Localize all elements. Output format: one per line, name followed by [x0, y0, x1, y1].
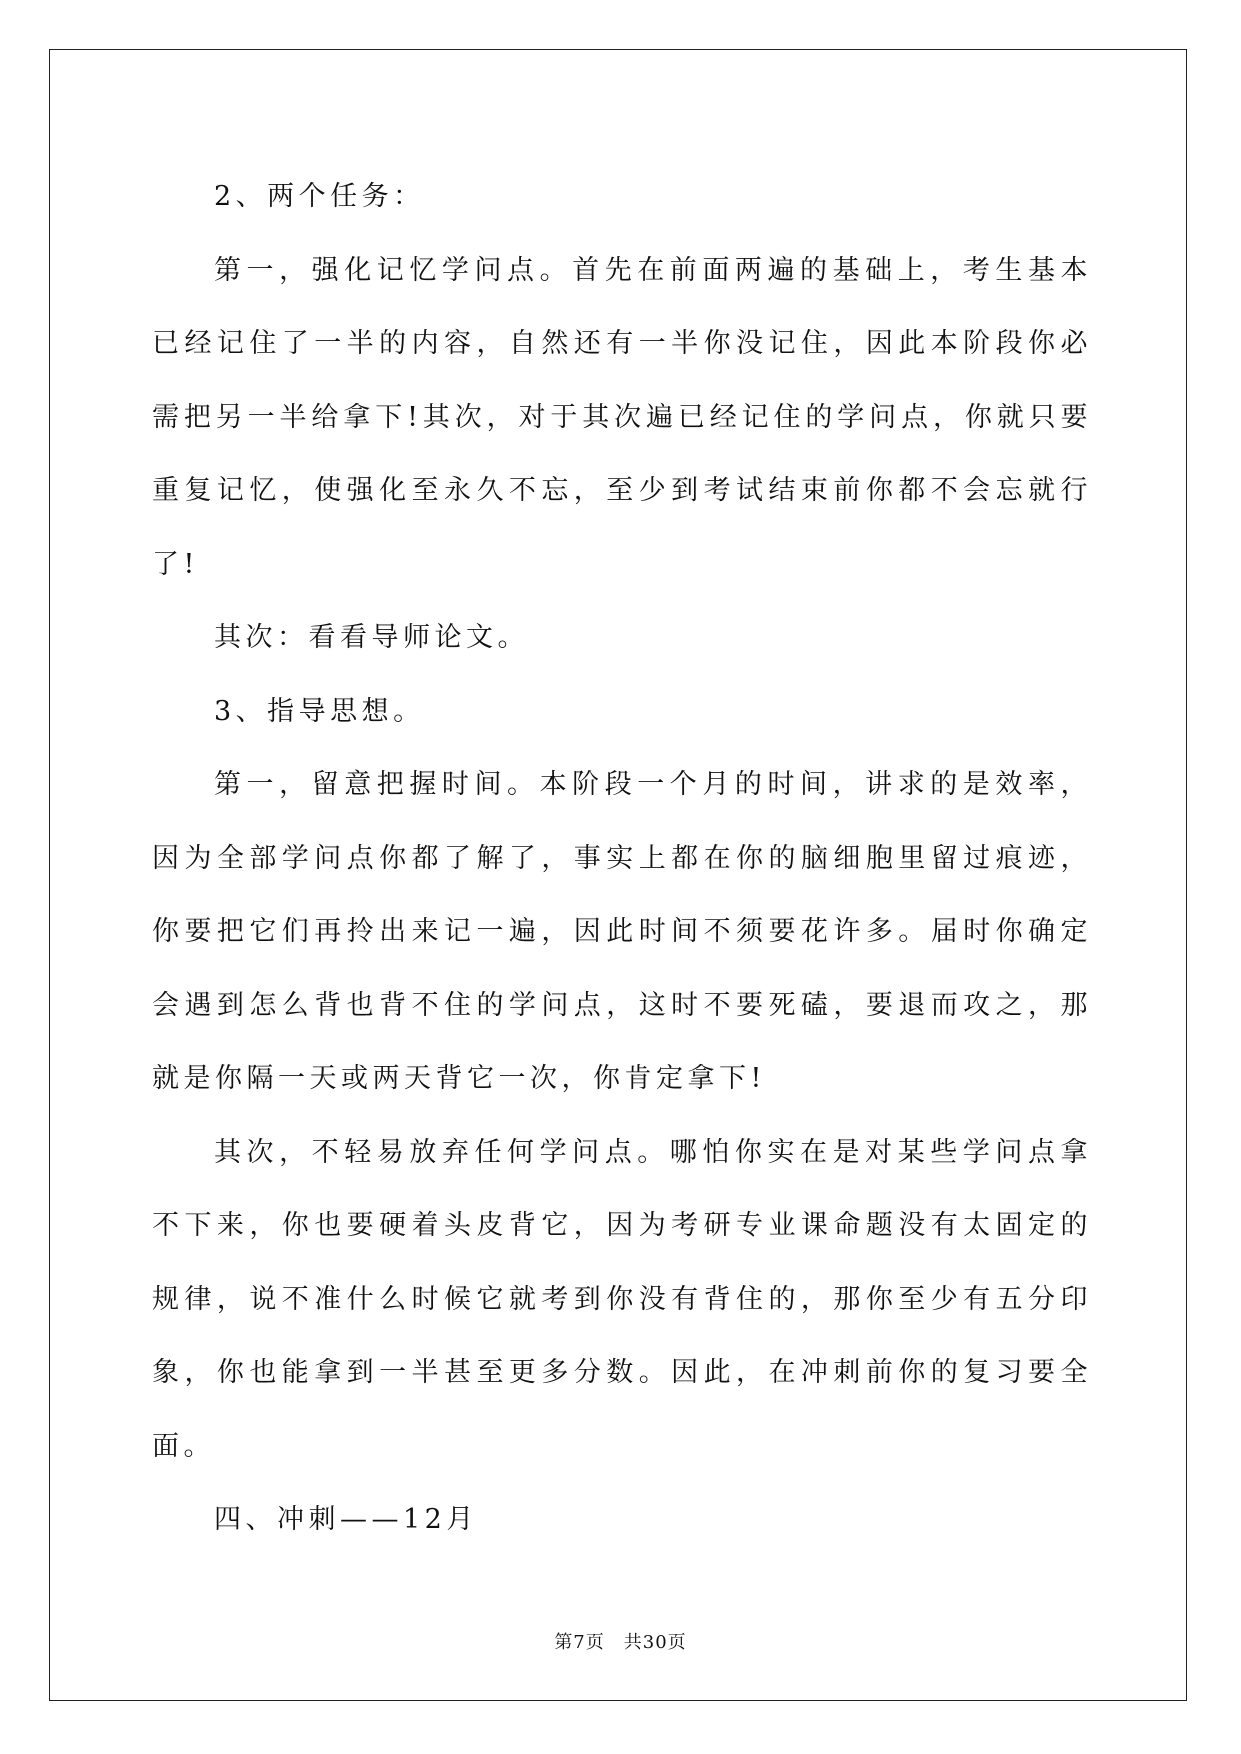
- paragraph-manage-time: 第一，留意把握时间。本阶段一个月的时间，讲求的是效率，因为全部学问点你都了解了，事实上都在你的脑细胞里留过痕迹，你要把它们再拎出来记一遍，因此时间不须要花许多。届时你确定会遇到怎么背也背不住的学问点，这时不要死磕，要退而攻之，那就是你隔一天或两天背它一次，你肯定拿下!: [152, 769, 1092, 1094]
- section-heading-sprint: 四、冲刺——12月: [214, 1504, 478, 1535]
- paragraph-strengthen-memory: 第一，强化记忆学问点。首先在前面两遍的基础上，考生基本已经记住了一半的内容，自然还有一半你没记住，因此本阶段你必需把另一半给拿下!其次，对于其次遍已经记住的学问点，你就只要重复记忆，使强化至永久不忘，至少到考试结束前你都不会忘就行了!: [152, 254, 1092, 580]
- page-number: 第7页 共30页: [554, 1632, 687, 1653]
- paragraph-dont-give-up: 其次，不轻易放弃任何学问点。哪怕你实在是对某些学问点拿不下来，你也要硬着头皮背它，因为考研专业课命题没有太固定的规律，说不准什么时候它就考到你没有背住的，那你至少有五分印象，你也能拿到一半甚至更多分数。因此，在冲刺前你的复习要全面。: [152, 1136, 1092, 1462]
- document-body: [152, 160, 1092, 1557]
- paragraph-read-advisor-papers: 其次：看看导师论文。: [214, 622, 529, 653]
- section-heading-two-tasks: 2、两个任务：: [214, 181, 425, 212]
- section-heading-guiding-thought: 3、指导思想。: [214, 695, 425, 727]
